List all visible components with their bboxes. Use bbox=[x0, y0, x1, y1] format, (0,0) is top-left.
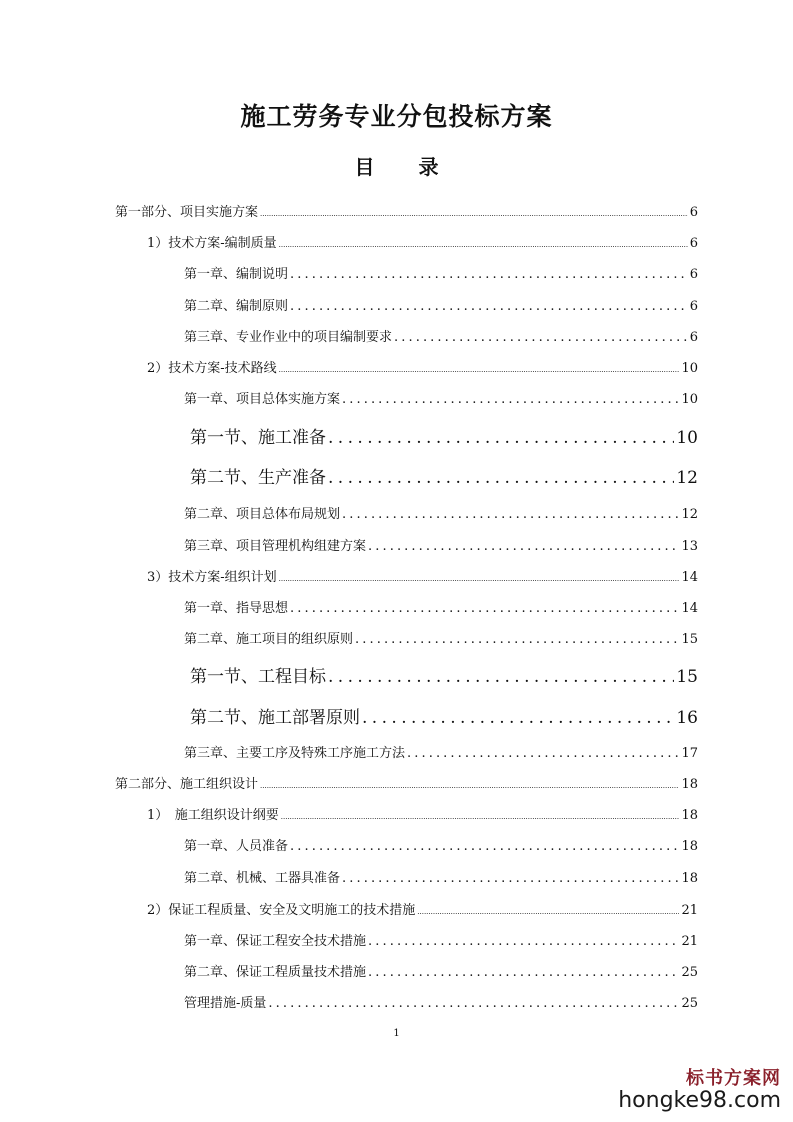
dot-leader bbox=[328, 667, 674, 687]
dot-leader bbox=[342, 392, 679, 407]
dot-leader bbox=[260, 210, 688, 218]
dot-leader bbox=[328, 468, 674, 488]
toc-entry-chapter[interactable] bbox=[184, 388, 698, 407]
dot-leader bbox=[279, 241, 688, 249]
toc-entry-page: 21 bbox=[681, 903, 698, 918]
dot-leader bbox=[417, 908, 679, 916]
toc-entry-chapter[interactable] bbox=[184, 835, 698, 854]
toc-entry-page: 12 bbox=[676, 468, 698, 488]
dot-leader bbox=[290, 299, 688, 314]
dot-leader bbox=[290, 267, 688, 282]
dot-leader bbox=[279, 366, 680, 374]
dot-leader bbox=[362, 708, 674, 728]
toc-entry-page: 13 bbox=[681, 539, 698, 554]
toc-entry-page: 6 bbox=[689, 236, 698, 251]
dot-leader bbox=[368, 539, 679, 554]
toc-entry-chapter[interactable] bbox=[184, 295, 698, 314]
toc-entry-section-1[interactable] bbox=[147, 232, 698, 251]
dot-leader bbox=[279, 575, 680, 583]
toc-entry-page: 10 bbox=[676, 428, 698, 448]
toc-entry-page: 18 bbox=[681, 777, 698, 792]
watermark-logo bbox=[618, 1070, 781, 1112]
dot-leader bbox=[368, 965, 679, 980]
toc-entry-page: 10 bbox=[681, 392, 698, 407]
toc-entry-text: 第三章、专业作业中的项目编制要求 bbox=[184, 330, 393, 345]
dot-leader bbox=[260, 782, 679, 790]
toc-entry-text: 第二章、施工项目的组织原则 bbox=[184, 632, 354, 647]
toc-entry-subsection[interactable] bbox=[190, 662, 698, 687]
toc-entry-text: 第二节、施工部署原则 bbox=[190, 708, 360, 728]
toc-entry-page: 6 bbox=[689, 330, 698, 345]
toc-entry-text: 管理措施-质量 bbox=[184, 996, 267, 1011]
toc-entry-page: 6 bbox=[689, 299, 698, 314]
dot-leader bbox=[407, 746, 679, 761]
toc-entry-page: 15 bbox=[681, 632, 698, 647]
toc-entry-part-2[interactable] bbox=[115, 773, 698, 792]
toc-entry-page: 18 bbox=[681, 871, 698, 886]
toc-entry-chapter[interactable] bbox=[184, 597, 698, 616]
toc-entry-text: 第一节、工程目标 bbox=[190, 667, 326, 687]
toc-entry-text: 第二章、机械、工器具准备 bbox=[184, 871, 341, 886]
toc-entry-item[interactable] bbox=[184, 992, 698, 1011]
toc-entry-page: 18 bbox=[681, 808, 698, 823]
toc-entry-page: 16 bbox=[676, 708, 698, 728]
toc-entry-page: 21 bbox=[681, 934, 698, 949]
toc-entry-section-3[interactable] bbox=[147, 566, 698, 585]
dot-leader bbox=[355, 632, 679, 647]
toc-entry-page: 14 bbox=[681, 601, 698, 616]
toc-heading: 目 录 bbox=[354, 155, 451, 179]
toc-entry-page: 25 bbox=[681, 996, 698, 1011]
dot-leader bbox=[268, 996, 679, 1011]
dot-leader bbox=[281, 813, 680, 821]
toc-entry-page: 10 bbox=[681, 361, 698, 376]
toc-entry-page: 6 bbox=[689, 205, 698, 220]
toc-entry-text: 第二章、编制原则 bbox=[184, 299, 289, 314]
toc-entry-chapter[interactable] bbox=[184, 535, 698, 554]
toc-entry-part-1[interactable] bbox=[115, 201, 698, 220]
toc-entry-chapter[interactable] bbox=[184, 930, 698, 949]
dot-leader bbox=[342, 871, 679, 886]
watermark-brand-cn: 标书方案网 bbox=[686, 1068, 781, 1089]
toc-entry-text: 第二节、生产准备 bbox=[190, 468, 326, 488]
watermark-brand-url: hongke98.com bbox=[618, 1087, 781, 1113]
toc-entry-text: 1） 施工组织设计纲要 bbox=[147, 808, 279, 823]
toc-entry-text: 2）保证工程质量、安全及文明施工的技术措施 bbox=[147, 903, 416, 918]
toc-entry-chapter[interactable] bbox=[184, 503, 698, 522]
toc-entry-page: 18 bbox=[681, 839, 698, 854]
toc-entry-text: 2）技术方案-技术路线 bbox=[147, 361, 277, 376]
toc-entry-text: 第一部分、项目实施方案 bbox=[115, 205, 259, 220]
toc-entry-text: 第一章、人员准备 bbox=[184, 839, 289, 854]
toc-entry-text: 第一章、指导思想 bbox=[184, 601, 289, 616]
toc-entry-subsection[interactable] bbox=[190, 703, 698, 728]
dot-leader bbox=[290, 601, 679, 616]
dot-leader bbox=[342, 507, 679, 522]
toc-entry-text: 第二章、项目总体布局规划 bbox=[184, 507, 341, 522]
toc-entry-text: 第二部分、施工组织设计 bbox=[115, 777, 259, 792]
dot-leader bbox=[328, 428, 674, 448]
toc-entry-text: 第一节、施工准备 bbox=[190, 428, 326, 448]
toc-entry-section-2[interactable] bbox=[147, 899, 698, 918]
toc-entry-chapter[interactable] bbox=[184, 742, 698, 761]
dot-leader bbox=[290, 839, 679, 854]
toc-entry-chapter[interactable] bbox=[184, 628, 698, 647]
page-number: 1 bbox=[393, 1028, 400, 1039]
toc-entry-text: 第三章、主要工序及特殊工序施工方法 bbox=[184, 746, 406, 761]
toc-entry-text: 1）技术方案-编制质量 bbox=[147, 236, 277, 251]
toc-entry-page: 12 bbox=[681, 507, 698, 522]
toc-entry-text: 第一章、保证工程安全技术措施 bbox=[184, 934, 367, 949]
dot-leader bbox=[368, 934, 679, 949]
document-title: 施工劳务专业分包投标方案 bbox=[240, 102, 553, 131]
toc-entry-chapter[interactable] bbox=[184, 263, 698, 282]
toc-entry-subsection[interactable] bbox=[190, 423, 698, 448]
toc-entry-text: 3）技术方案-组织计划 bbox=[147, 570, 277, 585]
toc-entry-text: 第三章、项目管理机构组建方案 bbox=[184, 539, 367, 554]
toc-entry-page: 25 bbox=[681, 965, 698, 980]
toc-entry-chapter[interactable] bbox=[184, 326, 698, 345]
toc-entry-section-1[interactable] bbox=[147, 804, 698, 823]
toc-entry-page: 17 bbox=[681, 746, 698, 761]
dot-leader bbox=[394, 330, 688, 345]
toc-entry-text: 第一章、项目总体实施方案 bbox=[184, 392, 341, 407]
toc-entry-page: 15 bbox=[676, 667, 698, 687]
toc-entry-page: 6 bbox=[689, 267, 698, 282]
toc-entry-page: 14 bbox=[681, 570, 698, 585]
toc-entry-chapter[interactable] bbox=[184, 961, 698, 980]
toc-entry-subsection[interactable] bbox=[190, 463, 698, 488]
toc-entry-section-2[interactable] bbox=[147, 357, 698, 376]
toc-entry-text: 第二章、保证工程质量技术措施 bbox=[184, 965, 367, 980]
toc-entry-text: 第一章、编制说明 bbox=[184, 267, 289, 282]
toc-entry-chapter[interactable] bbox=[184, 867, 698, 886]
